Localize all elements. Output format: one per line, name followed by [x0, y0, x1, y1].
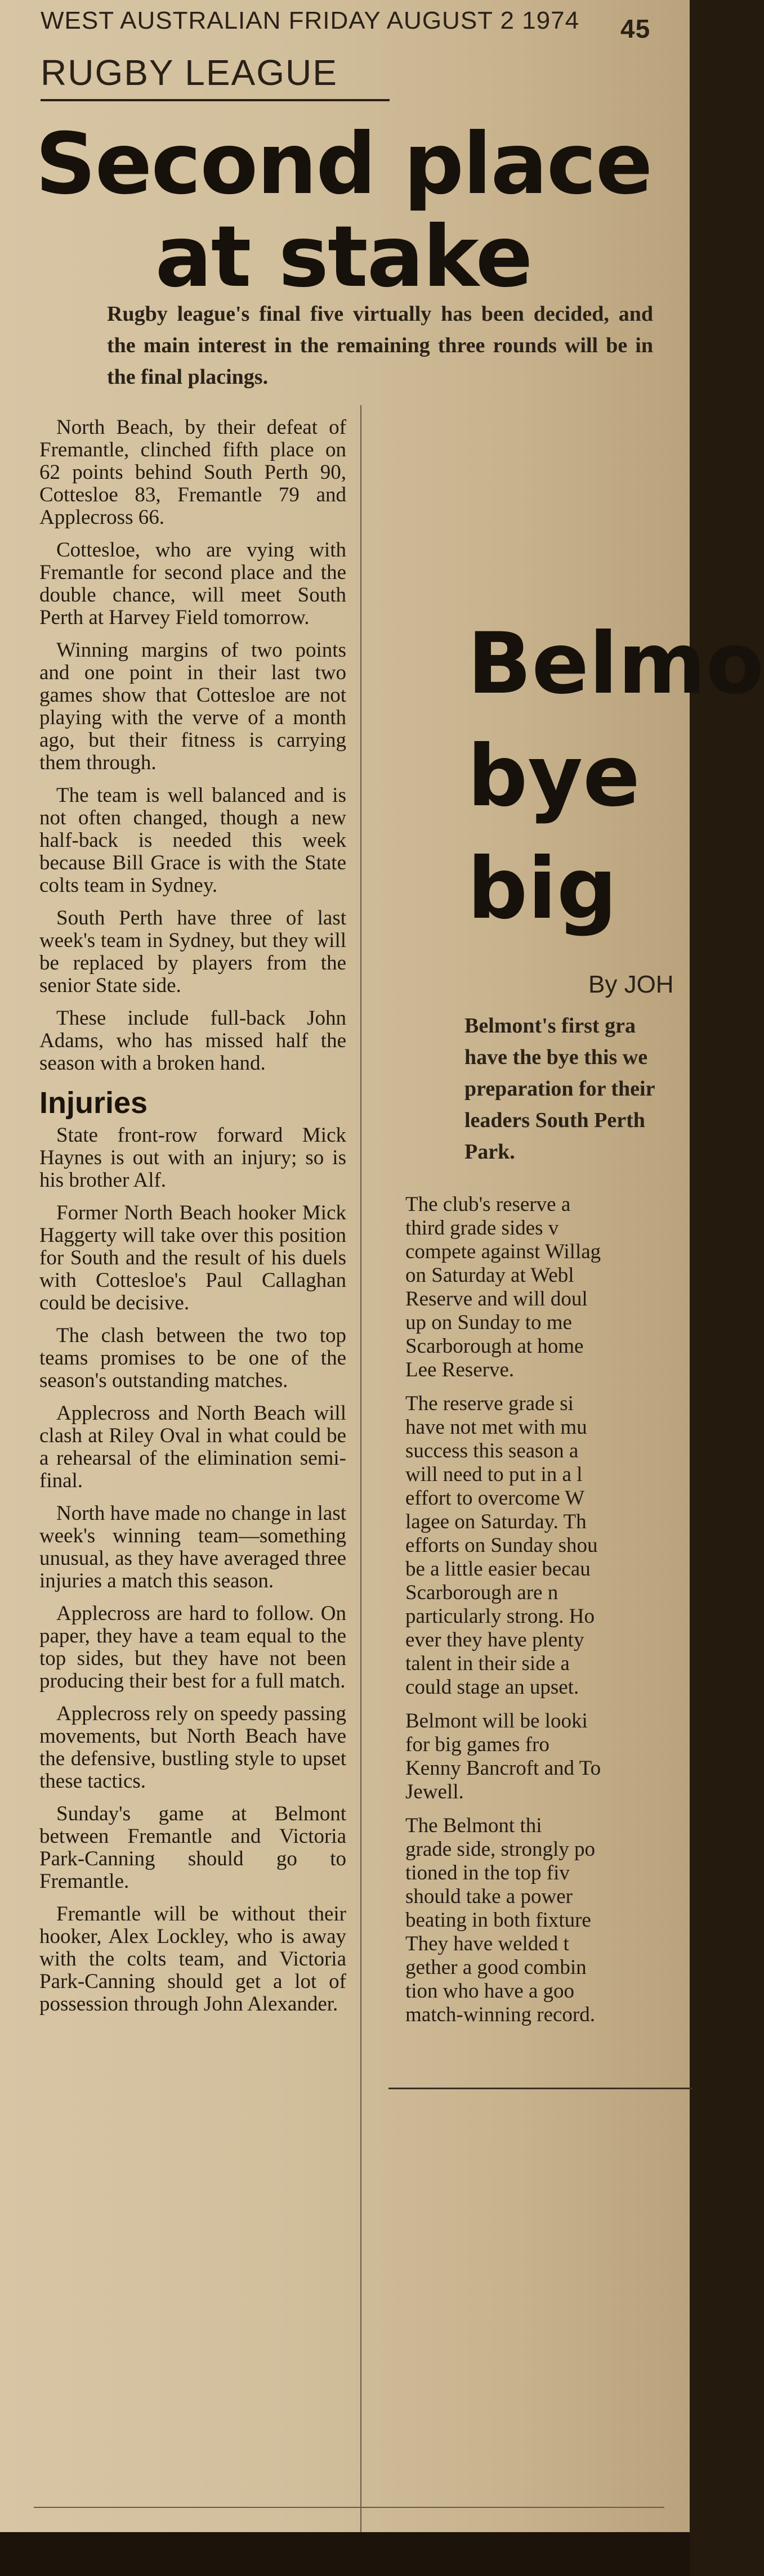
- side-article-line: match-winning record.: [405, 2003, 595, 2026]
- column-rule: [360, 405, 361, 2571]
- masthead-text: WEST AUSTRALIAN FRIDAY AUGUST 2 1974: [41, 7, 580, 34]
- side-article-line: Scarborough at home: [405, 1335, 584, 1358]
- side-article-line: Lee Reserve.: [405, 1358, 515, 1381]
- side-article-line: Belmont will be looki: [405, 1709, 588, 1733]
- side-article-column: [394, 1193, 709, 2037]
- side-article-line: Reserve and will doul: [405, 1287, 588, 1311]
- article-paragraph: Applecross rely on speedy passing movements, but North Beach have the defensive, bustling style to upset these tactics.: [39, 1702, 346, 1793]
- article-paragraph: Applecross are hard to follow. On paper, they have a team equal to the top sides, but they have not been producing their best for a full match.: [39, 1602, 346, 1693]
- article-paragraph: These include full-back John Adams, who has missed half the season with a broken hand.: [39, 1007, 346, 1075]
- article-paragraph: North Beach, by their defeat of Fremantle, clinched fifth place on 62 points behind South Perth 90, Cottesloe 83, Fremantle 79 and Applecross 66.: [39, 416, 346, 529]
- side-article-line: The reserve grade si: [405, 1392, 574, 1415]
- side-article-paragraph: [394, 1193, 709, 1382]
- side-article-line: They have welded t: [405, 1932, 569, 1955]
- masthead: [41, 7, 660, 43]
- side-byline: By JOH: [588, 971, 674, 998]
- side-standfirst-line: leaders South Perth: [464, 1109, 645, 1132]
- article-paragraph: The clash between the two top teams promises to be one of the season's outstanding matches.: [39, 1324, 346, 1392]
- headline-line-1: Second place: [35, 115, 652, 213]
- article-paragraph: Cottesloe, who are vying with Fremantle for second place and the double chance, will meet South Perth at Harvey Field tomorrow.: [39, 538, 346, 629]
- side-article-line: up on Sunday to me: [405, 1311, 572, 1334]
- side-article-line: effort to overcome W: [405, 1487, 585, 1510]
- subhead-injuries: Injuries: [39, 1086, 148, 1120]
- article-paragraph: Applecross and North Beach will clash at Riley Oval in what could be a rehearsal of the elimination semi-final.: [39, 1402, 346, 1492]
- section-label: RUGBY LEAGUE: [41, 52, 338, 93]
- side-article-paragraph: [394, 1814, 709, 2027]
- section-rule: [41, 99, 390, 101]
- standfirst: Rugby league's final five virtually has been decided, and the main interest in the remaining three rounds will be in the final placings.: [107, 302, 653, 389]
- side-article-line: ever they have plenty: [405, 1628, 584, 1651]
- side-standfirst: [464, 1010, 712, 1168]
- side-article-line: particularly strong. Ho: [405, 1605, 595, 1628]
- headline: [34, 115, 653, 306]
- article-paragraph: South Perth have three of last week's team in Sydney, but they will be replaced by players from the senior State side.: [39, 906, 346, 997]
- article-paragraph: Fremantle will be without their hooker, Alex Lockley, who is away with the colts team, and Victoria Park-Canning should get a lot of possession through John Alexander.: [39, 1902, 346, 2016]
- side-article-line: gether a good combin: [405, 1956, 587, 1979]
- article-paragraph: The team is well balanced and is not often changed, though a new half-back is needed this week because Bill Grace is with the State colts team in Sydney.: [39, 784, 346, 897]
- side-article-line: grade side, strongly po: [405, 1838, 596, 1861]
- side-article-line: lagee on Saturday. Th: [405, 1510, 587, 1533]
- side-standfirst-line: Belmont's first gra: [464, 1014, 636, 1038]
- side-article-line: compete against Willag: [405, 1240, 601, 1263]
- side-article-end-rule: [388, 2088, 692, 2089]
- side-article-line: will need to put in a l: [405, 1463, 583, 1486]
- article-paragraph: Winning margins of two points and one point in their last two games show that Cottesloe are not playing with the verve of a month ago, but their fitness is carrying them through.: [39, 639, 346, 774]
- side-standfirst-line: Park.: [464, 1140, 515, 1164]
- side-article-paragraph: [394, 1709, 709, 1804]
- main-article-column: [39, 416, 346, 2026]
- side-article-line: tion who have a goo: [405, 1980, 575, 2003]
- side-article-line: Kenny Bancroft and To: [405, 1757, 601, 1780]
- side-standfirst-line: have the bye this we: [464, 1045, 648, 1069]
- article-paragraph: State front-row forward Mick Haynes is out with an injury; so is his brother Alf.: [39, 1124, 346, 1192]
- side-article-line: beating in both fixture: [405, 1909, 591, 1932]
- side-article-line: have not met with mu: [405, 1416, 587, 1439]
- side-article-line: could stage an upset.: [405, 1676, 579, 1699]
- side-article-line: on Saturday at Webl: [405, 1264, 574, 1287]
- bottom-rule: [34, 2507, 664, 2508]
- side-headline-line-3: big: [467, 840, 618, 938]
- side-article-line: success this season a: [405, 1439, 579, 1462]
- side-article-line: The Belmont thi: [405, 1814, 542, 1837]
- side-headline-line-1: Belmo: [467, 615, 764, 713]
- article-paragraph: Sunday's game at Belmont between Fremantle and Victoria Park-Canning should go to Fremantle.: [39, 1802, 346, 1893]
- side-article-line: for big games fro: [405, 1733, 549, 1756]
- side-article-line: third grade sides v: [405, 1217, 559, 1240]
- side-standfirst-line: preparation for their: [464, 1077, 655, 1101]
- side-article-line: Scarborough are n: [405, 1581, 559, 1604]
- side-headline-line-2: bye: [467, 728, 640, 825]
- side-headline: [467, 608, 764, 945]
- article-paragraph: North have made no change in last week's winning team—something unusual, as they have averaged three injuries a match this season.: [39, 1502, 346, 1592]
- page-number: 45: [620, 14, 651, 43]
- side-article-line: tioned in the top fiv: [405, 1861, 570, 1884]
- side-article-line: talent in their side a: [405, 1652, 570, 1675]
- side-article-line: efforts on Sunday shou: [405, 1534, 598, 1557]
- side-article-paragraph: [394, 1392, 709, 1699]
- side-article-line: The club's reserve a: [405, 1193, 571, 1216]
- article-paragraph: Former North Beach hooker Mick Haggerty will take over this position for South and the result of his duels with Cottesloe's Paul Callaghan could be decisive.: [39, 1201, 346, 1314]
- side-article-line: should take a power: [405, 1885, 573, 1908]
- headline-line-2: at stake: [155, 208, 532, 306]
- side-article-line: Jewell.: [405, 1780, 464, 1803]
- side-article-line: be a little easier becau: [405, 1558, 591, 1581]
- scan-background: [0, 2532, 690, 2576]
